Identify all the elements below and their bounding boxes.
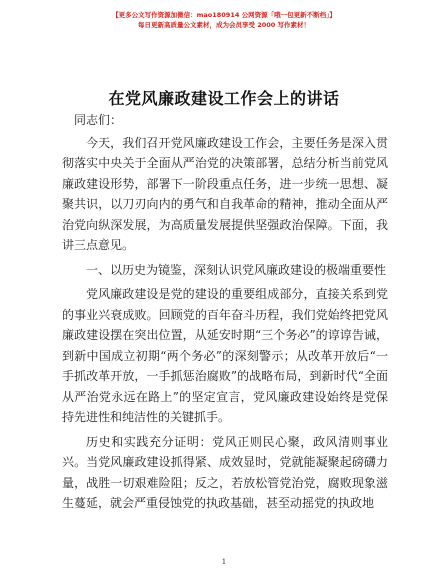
page-number: 1 [221,558,227,566]
salutation: 同志们： [74,113,123,127]
promo-banner-line-2: 每日更新高质量公文素材，成为会员享受 2000 写作素材！ [137,21,311,29]
document-body [62,110,388,514]
document-title: 在党风廉政建设工作会上的讲话 [108,89,340,108]
paragraph-intro: 今天，我们召开党风廉政建设工作会，主要任务是深入贯彻落实中央关于全面从严治党的决策部署，总结分析当前党风廉政建设形势，部署下一阶段重点任务，进一步统一思想、凝聚共识，以刀刃向内的勇气和自我革命的精神，推动全面从严治党向纵深发展，为高质量发展提供坚强政治保障。下面，我讲三点意见。 [62,135,388,252]
section-heading-1: 一、以历史为镜鉴，深刻认识党风廉政建设的极端重要性 [86,262,387,277]
paragraph-practice: 历史和实践充分证明：党风正则民心聚，政风清则事业兴。当党风廉政建设抓得紧、成效显时，党就能凝聚起磅礴力量，战胜一切艰难险阻；反之，若放松管党治党，腐败现象滋生蔓延，就会严重侵蚀党的执政基础，甚至动摇党的执政地 [62,434,388,510]
promo-banner-line-1: 【更多公文写作资源加微信：mao180914 公网资源「哦一包更新不断档」】 [112,11,336,19]
promo-banner [0,10,448,30]
paragraph-history: 党风廉政建设是党的建设的重要组成部分，直接关系到党的事业兴衰成败。回顾党的百年奋斗历程，我们党始终把党风廉政建设摆在突出位置，从延安时期“三个务必”的谆谆告诫，到新中国成立初期“两个务必”的深刻警示；从改革开放后“一手抓改革开放，一手抓惩治腐败”的战略布局，到新时代“全面从严治党永远在路上”的坚定宣言，党风廉政建设始终是党保持先进性和纯洁性的关键抓手。 [62,287,388,424]
